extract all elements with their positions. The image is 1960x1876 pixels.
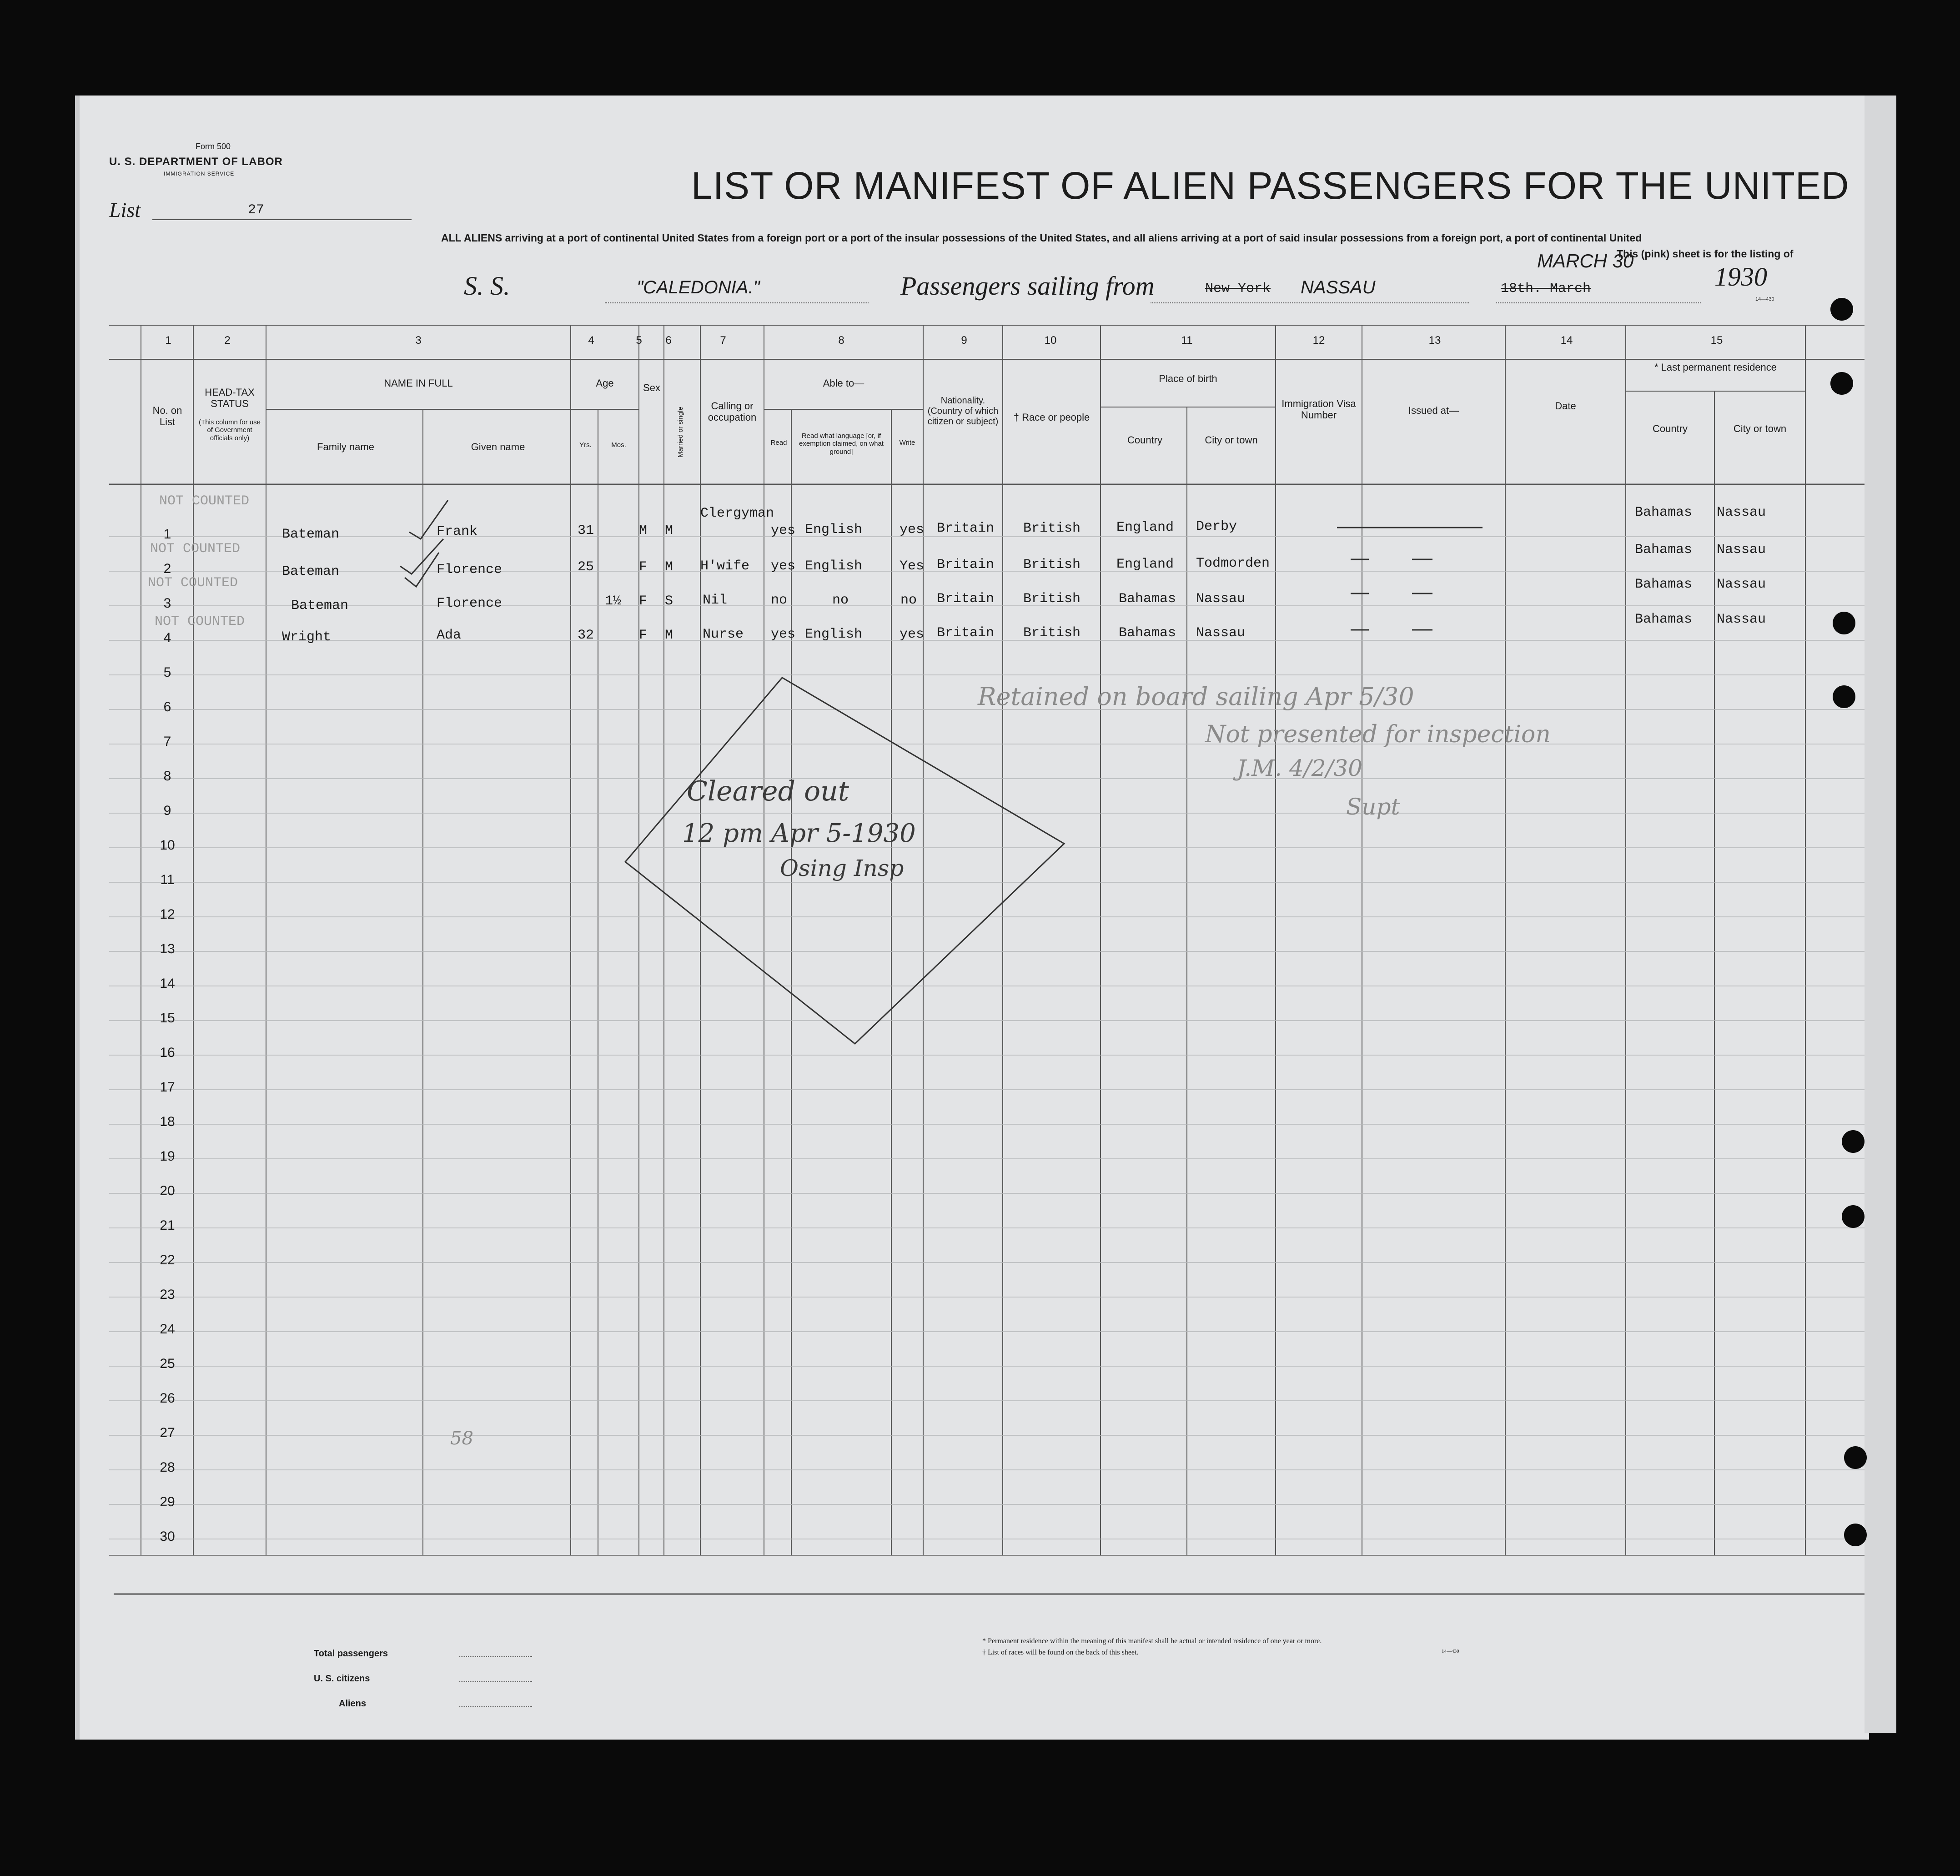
list-label: List <box>109 198 141 221</box>
row-number: 1 <box>163 527 171 542</box>
row-number: 30 <box>160 1529 175 1544</box>
residence-country: Bahamas <box>1635 542 1693 558</box>
sex: F <box>639 559 648 575</box>
col-num-2: 2 <box>224 334 231 347</box>
not-counted-stamp: NOT COUNTED <box>159 493 250 509</box>
married-single: M <box>665 628 673 643</box>
birth-city: Nassau <box>1196 625 1246 641</box>
cleared-text-1: Cleared out <box>687 775 849 807</box>
given-name: Florence <box>437 562 503 578</box>
port: NASSAU <box>1301 277 1376 297</box>
hdr-able-to: Able to— <box>823 377 864 389</box>
hdr-visa-number: Immigration Visa Number <box>1282 398 1356 421</box>
hdr-last-residence: * Last permanent residence <box>1654 362 1777 373</box>
can-write: Yes <box>900 558 925 574</box>
passengers-label: Passengers sailing from <box>900 271 1155 301</box>
hdr-head-tax-note: (This column for use of Government officials only) <box>199 418 261 442</box>
date-struck: 18th. March <box>1501 281 1591 297</box>
form-number: Form 500 <box>196 142 231 151</box>
hdr-birth-city: City or town <box>1205 434 1258 446</box>
nationality: Britain <box>937 591 995 607</box>
footnote-residence: * Permanent residence within the meaning of this manifest shall be actual or intended residence of one year or more. <box>982 1637 1322 1645</box>
hdr-mos: Mos. <box>611 441 626 449</box>
col-num-14: 14 <box>1560 334 1573 347</box>
hdr-res-country: Country <box>1652 423 1688 434</box>
row-number: 6 <box>163 699 171 714</box>
race: British <box>1023 521 1081 536</box>
col-num-9: 9 <box>961 334 967 347</box>
hdr-issued-at: Issued at— <box>1408 405 1459 416</box>
service: IMMIGRATION SERVICE <box>164 171 235 177</box>
row-number: 11 <box>160 872 175 887</box>
row-number: 25 <box>160 1356 175 1371</box>
row-number: 10 <box>160 838 175 853</box>
hdr-write: Write <box>899 439 915 447</box>
birth-city: Derby <box>1196 519 1237 534</box>
hdr-birth-country: Country <box>1127 434 1163 446</box>
row-number: 29 <box>160 1494 175 1509</box>
not-counted-stamp: NOT COUNTED <box>148 575 238 591</box>
col-num-8: 8 <box>838 334 844 347</box>
age-years: 25 <box>578 559 594 575</box>
check-mark <box>405 553 439 587</box>
ship-name: "CALEDONIA." <box>637 277 760 297</box>
row-number: 16 <box>160 1045 175 1060</box>
residence-country: Bahamas <box>1635 612 1693 627</box>
birth-city: Todmorden <box>1196 556 1270 571</box>
total-dots <box>459 1656 532 1657</box>
birth-country: England <box>1116 557 1174 572</box>
row-number: 4 <box>163 630 171 645</box>
citizens-dots <box>459 1681 532 1682</box>
row-number: 23 <box>160 1287 175 1302</box>
hdr-family-name: Family name <box>317 441 374 453</box>
hdr-read-language: Read what language [or, if exemption claimed, on what ground] <box>799 432 884 456</box>
residence-city: Nassau <box>1717 612 1766 627</box>
not-counted-stamp: NOT COUNTED <box>155 614 245 629</box>
row-number: 8 <box>163 769 171 784</box>
row-number: 27 <box>160 1425 175 1440</box>
row-number: 14 <box>160 976 175 991</box>
race: British <box>1023 557 1081 573</box>
can-read: no <box>771 593 788 608</box>
hdr-date: Date <box>1555 400 1576 412</box>
binder-hole <box>1830 372 1853 395</box>
given-name: Frank <box>437 524 478 539</box>
residence-city: Nassau <box>1717 505 1766 520</box>
married-single: M <box>665 523 673 538</box>
hdr-calling: Calling or occupation <box>708 400 757 423</box>
nationality: Britain <box>937 521 995 536</box>
can-write: yes <box>900 627 925 642</box>
binder-hole <box>1842 1205 1865 1228</box>
subtitle-1: ALL ALIENS arriving at a port of continental United States from a foreign port or a port of the insular possessions of the United States, and all aliens arriving at a port of said insular possessions from a foreign port, a port of continental United <box>441 232 1642 244</box>
birth-country: Bahamas <box>1119 625 1176 641</box>
hdr-given-name: Given name <box>471 441 525 453</box>
family-name: Bateman <box>282 564 340 579</box>
given-name: Florence <box>437 596 503 611</box>
hdr-place-of-birth: Place of birth <box>1159 373 1217 384</box>
binder-hole <box>1833 685 1855 708</box>
total-passengers-label: Total passengers <box>314 1649 388 1659</box>
row-number: 12 <box>160 907 175 922</box>
row-number: 17 <box>160 1080 175 1095</box>
hdr-yrs: Yrs. <box>579 441 592 449</box>
row-number: 5 <box>163 665 171 680</box>
occupation: Nil <box>703 593 728 608</box>
port-struck: New York <box>1205 281 1271 297</box>
department: U. S. DEPARTMENT OF LABOR <box>109 156 283 168</box>
read-language: no <box>832 593 849 608</box>
married-single: M <box>665 559 673 575</box>
can-write: no <box>900 593 917 608</box>
ss-label: S. S. <box>464 271 510 301</box>
can-read: yes <box>771 627 796 642</box>
row-number: 21 <box>160 1218 175 1233</box>
married-single: S <box>665 593 673 609</box>
binder-hole <box>1830 298 1853 321</box>
residence-country: Bahamas <box>1635 577 1693 592</box>
birth-country: Bahamas <box>1119 591 1176 607</box>
can-write: yes <box>900 522 925 538</box>
col-num-13: 13 <box>1428 334 1441 347</box>
row-number: 2 <box>163 561 171 576</box>
retained-note: Retained on board sailing Apr 5/30 <box>978 682 1414 711</box>
hdr-name-in-full: NAME IN FULL <box>384 377 453 389</box>
col-num-7: 7 <box>720 334 726 347</box>
age-years: 32 <box>578 628 594 643</box>
row-number: 19 <box>160 1149 175 1164</box>
race: British <box>1023 625 1081 641</box>
family-name: Wright <box>282 629 332 645</box>
nationality: Britain <box>937 557 995 573</box>
given-name: Ada <box>437 628 462 643</box>
hdr-sex: Sex <box>643 382 660 393</box>
row-number: 18 <box>160 1114 175 1129</box>
row-number: 3 <box>163 596 171 611</box>
hdr-no-on-list: No. on List <box>152 405 182 428</box>
subtitle-2: This (pink) sheet is for the listing of <box>1617 248 1794 260</box>
row-number: 9 <box>163 803 171 818</box>
hdr-race: † Race or people <box>1013 412 1090 423</box>
nationality: Britain <box>937 625 995 641</box>
aliens-label: Aliens <box>339 1699 367 1709</box>
hdr-married: Married or single <box>677 407 684 458</box>
residence-city: Nassau <box>1717 542 1766 558</box>
not-presented-note: Not presented for inspection <box>1205 721 1551 748</box>
col-num-3: 3 <box>415 334 422 347</box>
check-mark <box>409 500 448 539</box>
pencil-mark: 58 <box>450 1428 473 1449</box>
residence-country: Bahamas <box>1635 505 1693 520</box>
occupation: H'wife <box>700 558 750 574</box>
family-name: Bateman <box>291 598 349 614</box>
col-num-4: 4 <box>588 334 594 347</box>
supt-note: Supt <box>1346 794 1400 820</box>
hdr-nationality: Nationality. (Country of which citizen or subject) <box>927 396 999 427</box>
binder-hole <box>1833 612 1855 634</box>
occupation: Clergyman <box>700 506 774 521</box>
birth-city: Nassau <box>1196 591 1246 607</box>
col-num-5: 5 <box>636 334 642 347</box>
binder-hole <box>1844 1446 1867 1469</box>
occupation: Nurse <box>703 627 744 642</box>
binder-hole <box>1844 1524 1867 1546</box>
col-num-6: 6 <box>665 334 672 347</box>
read-language: English <box>805 627 863 642</box>
not-counted-stamp: NOT COUNTED <box>150 541 241 557</box>
residence-city: Nassau <box>1717 577 1766 592</box>
binder-hole <box>1842 1130 1865 1153</box>
row-number: 13 <box>160 941 175 956</box>
hdr-head-tax: HEAD-TAX STATUS <box>205 387 255 410</box>
birth-country: England <box>1116 520 1174 535</box>
sex: M <box>639 523 648 538</box>
age-months: 1½ <box>605 593 622 609</box>
cleared-text-3: Osing Insp <box>780 855 904 881</box>
us-citizens-label: U. S. citizens <box>314 1674 370 1684</box>
family-name: Bateman <box>282 527 340 542</box>
footer-code: 14—430 <box>1442 1649 1459 1654</box>
race: British <box>1023 591 1081 607</box>
can-read: yes <box>771 523 796 538</box>
sex: F <box>639 593 648 609</box>
hdr-age: Age <box>596 377 614 389</box>
row-number: 28 <box>160 1460 175 1475</box>
footnote-races: † List of races will be found on the back of this sheet. <box>982 1649 1139 1656</box>
age-years: 31 <box>578 523 594 538</box>
signature-note: J.M. 4/2/30 <box>1237 755 1362 781</box>
col-num-1: 1 <box>165 334 171 347</box>
row-number: 24 <box>160 1322 175 1337</box>
form-code: 14—430 <box>1755 297 1774 302</box>
row-number: 7 <box>163 734 171 749</box>
hdr-res-city: City or town <box>1733 423 1787 434</box>
list-number: 27 <box>248 202 265 218</box>
year: 1930 <box>1714 262 1767 292</box>
row-number: 26 <box>160 1391 175 1406</box>
col-num-15: 15 <box>1710 334 1723 347</box>
row-number: 22 <box>160 1252 175 1267</box>
aliens-dots <box>459 1706 532 1707</box>
read-language: English <box>805 558 863 574</box>
read-language: English <box>805 522 863 538</box>
sex: F <box>639 628 648 643</box>
sailing-date: MARCH 30 <box>1537 250 1634 272</box>
page-title: LIST OR MANIFEST OF ALIEN PASSENGERS FOR THE UNITED <box>691 164 1849 207</box>
row-number: 15 <box>160 1011 175 1026</box>
col-num-10: 10 <box>1044 334 1057 347</box>
can-read: yes <box>771 558 796 574</box>
col-num-11: 11 <box>1181 334 1193 347</box>
hdr-read: Read <box>770 439 787 447</box>
row-number: 20 <box>160 1183 175 1198</box>
cleared-text-2: 12 pm Apr 5-1930 <box>682 819 916 848</box>
col-num-12: 12 <box>1312 334 1325 347</box>
